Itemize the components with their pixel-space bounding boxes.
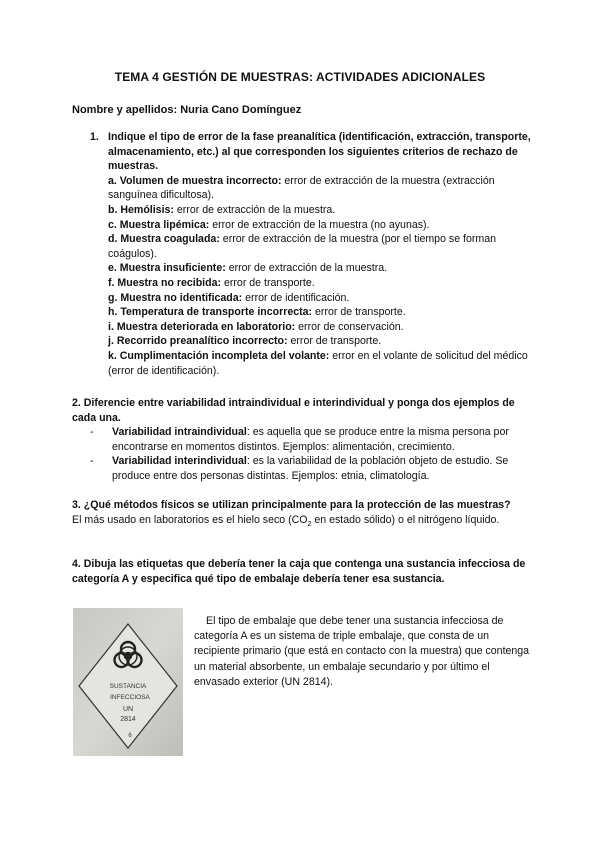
item-label: e. Muestra insuficiente: bbox=[108, 262, 226, 275]
list-item bbox=[90, 425, 534, 454]
bullet-text: : es aquella que se produce entre la misma persona por encontrarse en momentos distintos. Ejemplos: alimentación, crecimiento. bbox=[112, 426, 509, 453]
question-4-answer: El tipo de embalaje que debe tener una sustancia infecciosa de categoría A es un sistema de triple embalaje, que consta de un recipiente primario (que está en contacto con la muestra) que contenga un material absorbente, un embalaje secundario y por último el envasado exterior (UN 2814). bbox=[194, 615, 530, 688]
answer-part: El más usado en laboratorios es el hielo seco (CO bbox=[72, 513, 308, 526]
item-text: error de extracción de la muestra. bbox=[225, 262, 388, 275]
item-text: error de identificación. bbox=[242, 291, 350, 304]
question-3-answer bbox=[72, 513, 534, 533]
answer-part: en estado sólido) o el nitrógeno líquido. bbox=[311, 513, 500, 526]
item-label: f. Muestra no recibida: bbox=[108, 276, 222, 289]
item-label: d. Muestra coagulada: bbox=[108, 233, 220, 246]
item-label: j. Recorrido preanalítico incorrecto: bbox=[108, 335, 288, 348]
item-label: c. Muestra lipémica: bbox=[108, 218, 210, 231]
item-label: i. Muestra deteriorada en laboratorio: bbox=[108, 320, 296, 333]
item-text: error de extracción de la muestra (extracción sanguínea dificultosa). bbox=[108, 174, 495, 202]
document-title: TEMA 4 GESTIÓN DE MUESTRAS: ACTIVIDADES ADICIONALES bbox=[114, 70, 486, 84]
list-item bbox=[90, 454, 534, 483]
question-1-text: Indique el tipo de error de la fase preanalítica (identificación, extracción, transporte, almacenamiento, etc.) al que corresponden los siguientes criterios de rechazo de muestras. bbox=[108, 131, 531, 173]
infectious-label-photo bbox=[73, 608, 183, 756]
label-line-3: UN bbox=[122, 706, 134, 713]
item-text: error de conservación. bbox=[295, 320, 404, 333]
question-3-text: 3. ¿Qué métodos físicos se utilizan principalmente para la protección de las muestras? bbox=[72, 499, 511, 511]
item-label: a. Volumen de muestra incorrecto: bbox=[108, 174, 282, 187]
item-text: error de extracción de la muestra (por el tiempo se forman coágulos). bbox=[108, 233, 497, 260]
author-line: Nombre y apellidos: Nuria Cano Domínguez bbox=[72, 104, 302, 116]
list-item bbox=[108, 232, 534, 261]
bullet-dash: - bbox=[90, 455, 94, 468]
list-item bbox=[108, 276, 534, 291]
list-item bbox=[108, 334, 534, 349]
question-2-bullets bbox=[90, 425, 534, 483]
item-text: error de transporte. bbox=[221, 276, 315, 289]
question-3 bbox=[72, 498, 534, 532]
list-item bbox=[108, 349, 534, 378]
list-item bbox=[108, 174, 534, 203]
item-text: error en el volante de solicitud del médico (error de identificación). bbox=[108, 349, 528, 377]
bullet-label: Variabilidad interindividual bbox=[112, 455, 247, 468]
item-text: error de extracción de la muestra. bbox=[173, 203, 336, 216]
question-1-items bbox=[108, 174, 534, 378]
question-1-number: 1. bbox=[90, 131, 99, 143]
bullet-label: Variabilidad intraindividual bbox=[112, 426, 247, 439]
item-text: error de transporte. bbox=[312, 306, 406, 319]
item-text: error de extracción de la muestra (no ayunas). bbox=[209, 218, 430, 231]
question-1 bbox=[90, 130, 534, 378]
label-class-number: 6 bbox=[128, 733, 132, 739]
list-item bbox=[108, 203, 534, 218]
list-item bbox=[108, 261, 534, 276]
question-2 bbox=[72, 396, 534, 484]
question-4-text: 4. Dibuja las etiquetas que debería tener la caja que contenga una sustancia infecciosa de categoría A y especifica qué tipo de embalaje debería tener esa sustancia. bbox=[72, 558, 526, 585]
list-item bbox=[108, 320, 534, 335]
answer-subscript: 2 bbox=[307, 520, 312, 528]
question-4 bbox=[72, 557, 534, 586]
list-item bbox=[108, 218, 534, 233]
bullet-dash: - bbox=[90, 426, 94, 439]
item-label: g. Muestra no identificada: bbox=[108, 291, 243, 304]
label-line-2: INFECCIOSA bbox=[110, 694, 150, 701]
label-line-4: 2814 bbox=[120, 716, 136, 723]
label-line-1: SUSTANCIA bbox=[109, 683, 147, 690]
biohazard-label-drawing bbox=[73, 608, 183, 756]
question-2-text: 2. Diferencie entre variabilidad intraindividual e interindividual y ponga dos ejemplos de cada una. bbox=[72, 397, 515, 424]
item-label: k. Cumplimentación incompleta del volante: bbox=[108, 349, 330, 362]
item-text: error de transporte. bbox=[287, 335, 382, 348]
list-item bbox=[108, 305, 534, 320]
item-label: h. Temperatura de transporte incorrecta: bbox=[108, 306, 313, 319]
item-label: b. Hemólisis: bbox=[108, 203, 174, 216]
list-item bbox=[108, 291, 534, 306]
bullet-text: : es la variabilidad de la población objeto de estudio. Se produce entre dos personas distintas. Ejemplos: etnia, climatología. bbox=[112, 455, 509, 482]
